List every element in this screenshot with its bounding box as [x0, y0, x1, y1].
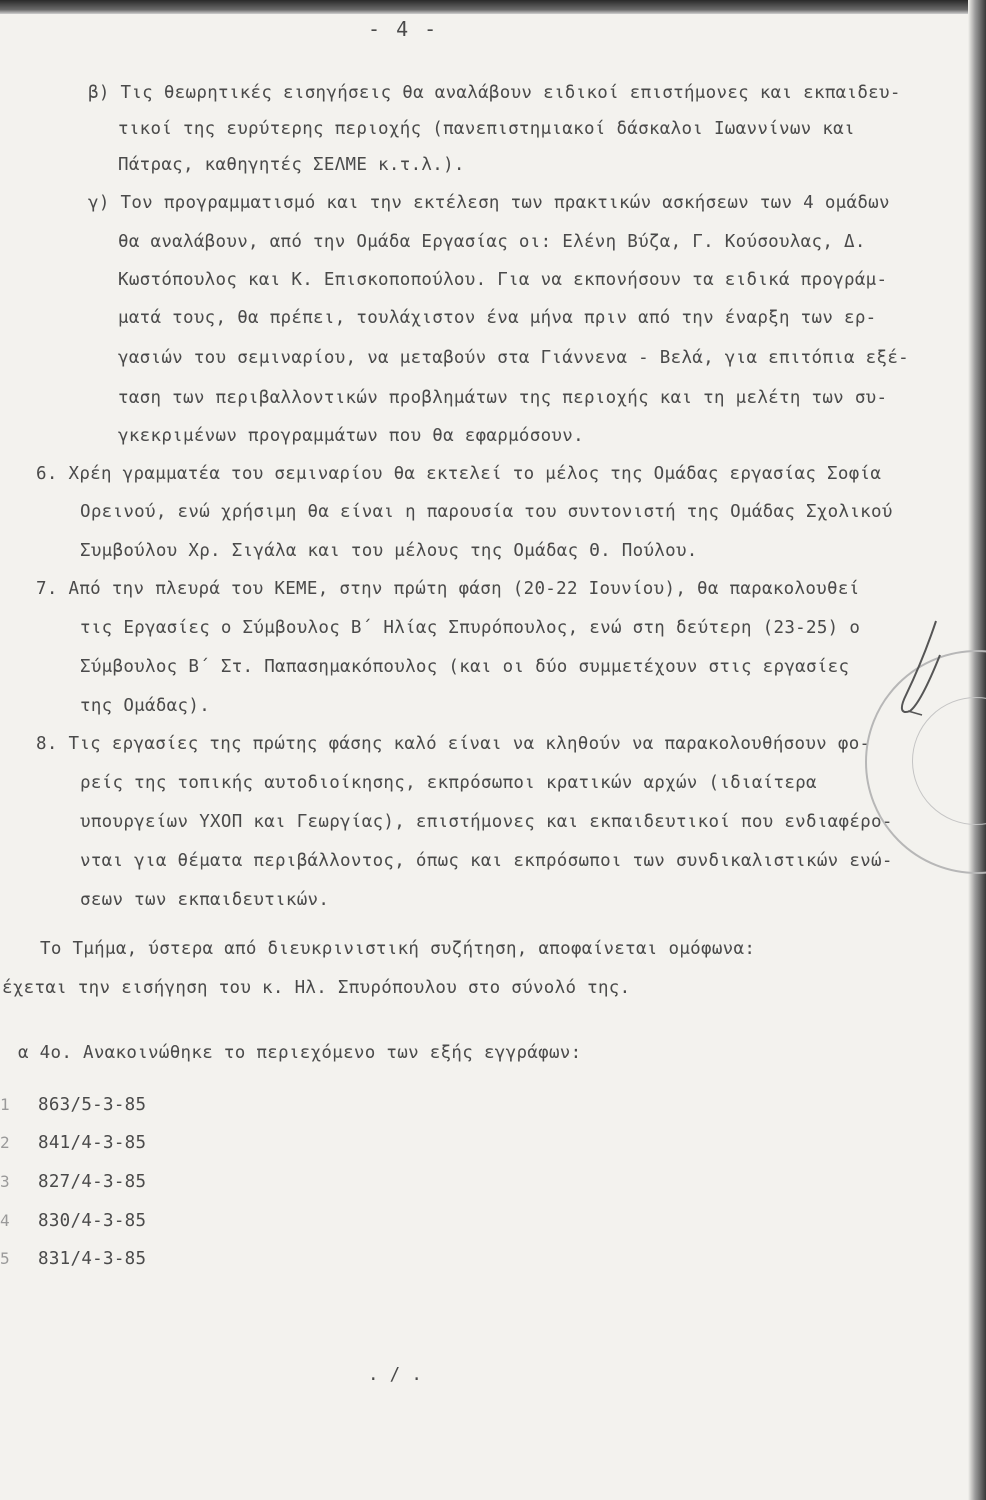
text-line: 6. Χρέη γραμματέα του σεμιναρίου θα εκτελεί το μέλος της Ομάδας εργασίας Σοφία [36, 464, 882, 484]
text-line: υπουργείων ΥΧΟΠ και Γεωργίας), επιστήμονες και εκπαιδευτικοί που ενδιαφέρο- [80, 812, 893, 832]
text-line: Κωστόπουλος και Κ. Επισκοποπούλου. Για να εκπονήσουν τα ειδικά προγράμ- [118, 270, 888, 290]
text-line: Συμβούλου Χρ. Σιγάλα και του μέλους της Ομάδας Θ. Πούλου. [80, 541, 698, 561]
text-line: Σύμβουλος Β΄ Στ. Παπασημακόπουλος (και οι δύο συμμετέχουν στις εργασίες [80, 657, 850, 677]
continuation-mark: . / . [368, 1365, 423, 1385]
document-reference: 831/4-3-85 [38, 1249, 147, 1269]
text-line: ματά τους, θα πρέπει, τουλάχιστον ένα μήνα πριν από την έναρξη των ερ- [118, 308, 877, 328]
text-line: γ) Τον προγραμματισμό και την εκτέλεση των πρακτικών ασκήσεων των 4 ομάδων [88, 193, 890, 213]
text-line: ταση των περιβαλλοντικών προβλημάτων της περιοχής και τη μελέτη των συ- [118, 388, 888, 408]
handwritten-signature [888, 615, 948, 725]
text-line: Πάτρας, καθηγητές ΣΕΛΜΕ κ.τ.λ.). [118, 155, 465, 175]
text-line: νται για θέματα περιβάλλοντος, όπως και εκπρόσωποι των συνδικαλιστικών ενώ- [80, 851, 893, 871]
page-number: - 4 - [368, 17, 439, 41]
text-line: Ορεινού, ενώ χρήσιμη θα είναι η παρουσία του συντονιστή της Ομάδας Σχολικού [80, 502, 893, 522]
list-item-number: 1 [0, 1095, 10, 1114]
text-line: Το Τμήμα, ύστερα από διευκρινιστική συζήτηση, αποφαίνεται ομόφωνα: [40, 939, 756, 959]
document-reference: 827/4-3-85 [38, 1172, 147, 1192]
text-line: 7. Από την πλευρά του ΚΕΜΕ, στην πρώτη φάση (20-22 Ιουνίου), θα παρακολουθεί [36, 579, 860, 599]
scan-top-edge [0, 0, 986, 14]
text-line: γκεκριμένων προγραμμάτων που θα εφαρμόσουν. [118, 426, 584, 446]
text-line: σεων των εκπαιδευτικών. [80, 890, 330, 910]
document-reference: 863/5-3-85 [38, 1095, 147, 1115]
document-reference: 830/4-3-85 [38, 1211, 147, 1231]
text-line: α 4ο. Ανακοινώθηκε το περιεχόμενο των εξής εγγράφων: [18, 1043, 582, 1063]
text-line: β) Τις θεωρητικές εισηγήσεις θα αναλάβουν ειδικοί επιστήμονες και εκπαιδευ- [88, 83, 901, 103]
list-item-number: 4 [0, 1211, 10, 1230]
text-line: θα αναλάβουν, από την Ομάδα Εργασίας οι: Ελένη Βύζα, Γ. Κούσουλας, Δ. [118, 232, 866, 252]
document-reference: 841/4-3-85 [38, 1133, 147, 1153]
text-line: έχεται την εισήγηση του κ. Ηλ. Σπυρόπουλου στο σύνολό της. [2, 978, 631, 998]
list-item-number: 5 [0, 1249, 10, 1268]
text-line: τικοί της ευρύτερης περιοχής (πανεπιστημιακοί δάσκαλοι Ιωαννίνων και [118, 119, 855, 139]
text-line: γασιών του σεμιναρίου, να μεταβούν στα Γιάννενα - Βελά, για επιτόπια εξέ- [118, 348, 910, 368]
text-line: ρείς της τοπικής αυτοδιοίκησης, εκπρόσωποι κρατικών αρχών (ιδιαίτερα [80, 773, 817, 793]
text-line: της Ομάδας). [80, 696, 211, 716]
text-line: τις Εργασίες ο Σύμβουλος Β΄ Ηλίας Σπυρόπουλος, ενώ στη δεύτερη (23-25) ο [80, 618, 861, 638]
list-item-number: 3 [0, 1172, 10, 1191]
text-line: 8. Τις εργασίες της πρώτης φάσης καλό είναι να κληθούν να παρακολουθήσουν φο- [36, 734, 871, 754]
list-item-number: 2 [0, 1133, 10, 1152]
